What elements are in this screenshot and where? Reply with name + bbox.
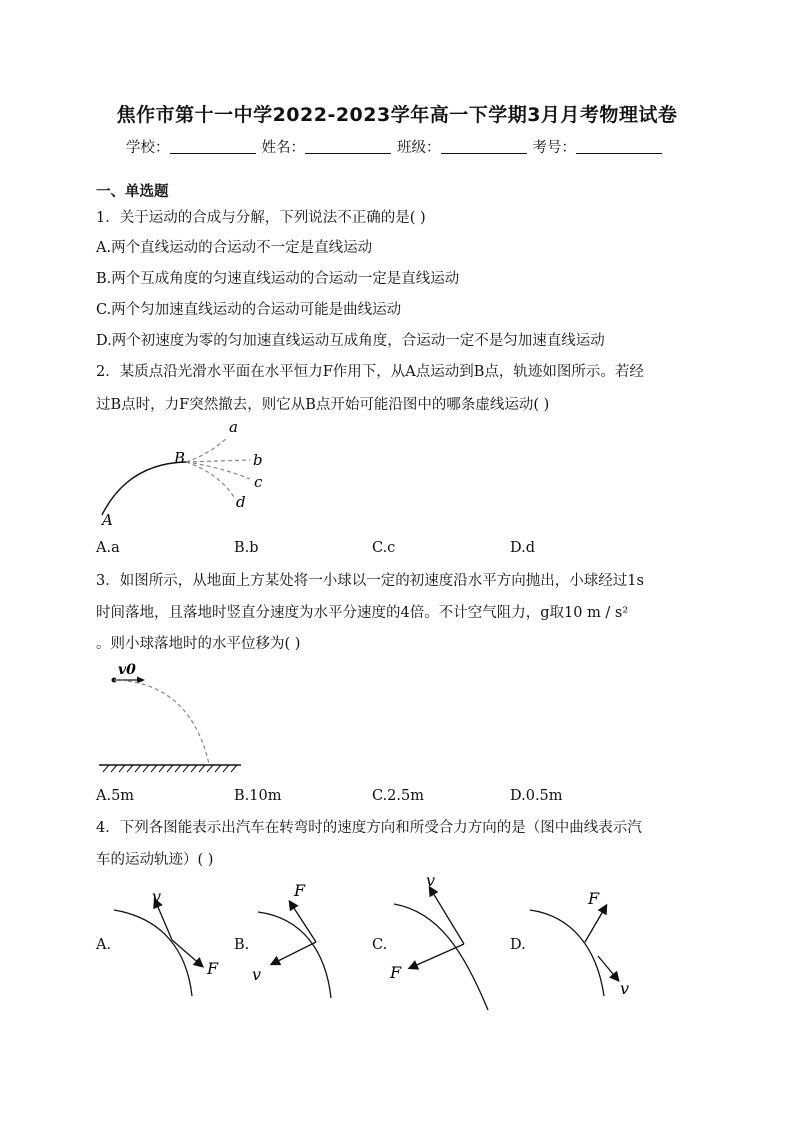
q2-trajectory-curve	[102, 462, 186, 515]
q3-stem-line2: 时间落地，且落地时竖直分速度为水平分速度的4倍。不计空气阻力，g取10 m / s²	[96, 605, 629, 621]
q2-dashed-d	[186, 462, 234, 497]
q4b-velocity-arrow	[272, 942, 316, 964]
q3-label-v0: v0	[118, 662, 136, 678]
q4a-velocity-arrow	[155, 900, 172, 940]
q4c-label-f: F	[390, 963, 402, 982]
q2-option-b: B.b	[234, 540, 259, 556]
field-name-blank[interactable]	[305, 139, 391, 154]
field-class-label: 班级：	[397, 140, 441, 156]
q4d-curve	[530, 910, 604, 996]
q2-label-B: B	[174, 449, 186, 467]
q2-option-c: C.c	[372, 540, 396, 556]
q4-option-b: B.	[234, 937, 250, 953]
q1-option-b: B.两个互成角度的匀速直线运动的合运动一定是直线运动	[96, 271, 460, 287]
q3-option-b: B.10m	[234, 788, 282, 804]
student-info-fields	[0, 136, 794, 157]
q4d-label-f: F	[588, 889, 600, 908]
q3-option-c: C.2.5m	[372, 788, 424, 804]
q3-stem-line3: 。则小球落地时的水平位移为( )	[96, 636, 301, 652]
q3-option-a: A.5m	[96, 788, 135, 804]
q4a-force-arrow	[172, 940, 202, 966]
q4-option-c: C.	[372, 937, 388, 953]
q4-figure-b	[248, 878, 368, 1002]
q2-label-A: A	[102, 511, 113, 529]
field-school-label: 学校：	[126, 140, 170, 156]
q2-label-c: c	[254, 473, 263, 491]
field-number-label: 考号：	[532, 140, 576, 156]
field-name-label: 姓名：	[261, 140, 305, 156]
q4a-label-f: F	[207, 959, 219, 978]
q3-option-d: D.0.5m	[510, 788, 563, 804]
q2-trajectory-figure	[90, 415, 290, 530]
q2-stem-line1: 2．某质点沿光滑水平面在水平恒力F作用下，从A点运动到B点，轨迹如图所示。若经	[96, 364, 644, 380]
q2-option-d: D.d	[510, 540, 535, 556]
q4c-label-v: v	[426, 872, 436, 890]
q2-label-a: a	[229, 418, 238, 436]
q4b-force-arrow	[290, 902, 316, 942]
q2-stem-line2: 过B点时，力F突然撤去，则它从B点开始可能沿图中的哪条虚线运动( )	[96, 397, 550, 413]
q4a-label-v: v	[152, 887, 162, 906]
q4-stem-line2: 车的运动轨迹）( )	[96, 852, 214, 868]
q4-option-d: D.	[510, 937, 526, 953]
q2-label-b: b	[253, 451, 263, 469]
q1-stem: 1．关于运动的合成与分解，下列说法不正确的是( )	[96, 210, 426, 226]
q2-option-a: A.a	[96, 540, 120, 556]
q2-dashed-c	[186, 462, 250, 479]
q4-stem-line1: 4．下列各图能表示出汽车在转弯时的速度方向和所受合力方向的是（图中曲线表示汽	[96, 820, 642, 836]
q4d-force-arrow	[585, 906, 606, 942]
q3-dashed-trajectory	[114, 680, 209, 764]
field-number-blank[interactable]	[576, 139, 662, 154]
q4b-label-f: F	[294, 881, 306, 900]
q3-ground-hatching	[103, 765, 237, 772]
q4a-curve	[114, 910, 192, 996]
page-title: 焦作市第十一中学2022-2023学年高一下学期3月月考物理试卷	[116, 104, 678, 126]
q1-option-c: C.两个匀加速直线运动的合运动可能是曲线运动	[96, 302, 402, 318]
q4d-velocity-arrow	[598, 956, 618, 980]
field-school-blank[interactable]	[170, 139, 256, 154]
q4c-force-arrow	[410, 944, 464, 968]
q4-figure-d	[522, 880, 642, 1002]
q4-option-a: A.	[96, 937, 112, 953]
q4b-curve	[258, 912, 331, 998]
q1-option-d: D.两个初速度为零的匀加速直线运动互成角度，合运动一定不是匀加速直线运动	[96, 333, 605, 349]
q4d-label-v: v	[620, 979, 630, 998]
q4-figure-c	[384, 872, 504, 1012]
q3-projectile-figure	[95, 658, 250, 780]
q4c-curve	[394, 904, 488, 1010]
field-class-blank[interactable]	[441, 139, 527, 154]
q3-stem-line1: 3．如图所示，从地面上方某处将一小球以一定的初速度沿水平方向抛出，小球经过1s	[96, 573, 644, 589]
q4b-label-v: v	[252, 965, 262, 984]
q2-label-d: d	[236, 493, 246, 511]
q4-figure-a	[112, 880, 232, 1002]
section-heading: 一、单选题	[96, 184, 169, 200]
q2-dashed-b	[186, 460, 250, 462]
q2-dashed-a	[186, 437, 228, 462]
q1-option-a: A.两个直线运动的合运动不一定是直线运动	[96, 240, 373, 256]
